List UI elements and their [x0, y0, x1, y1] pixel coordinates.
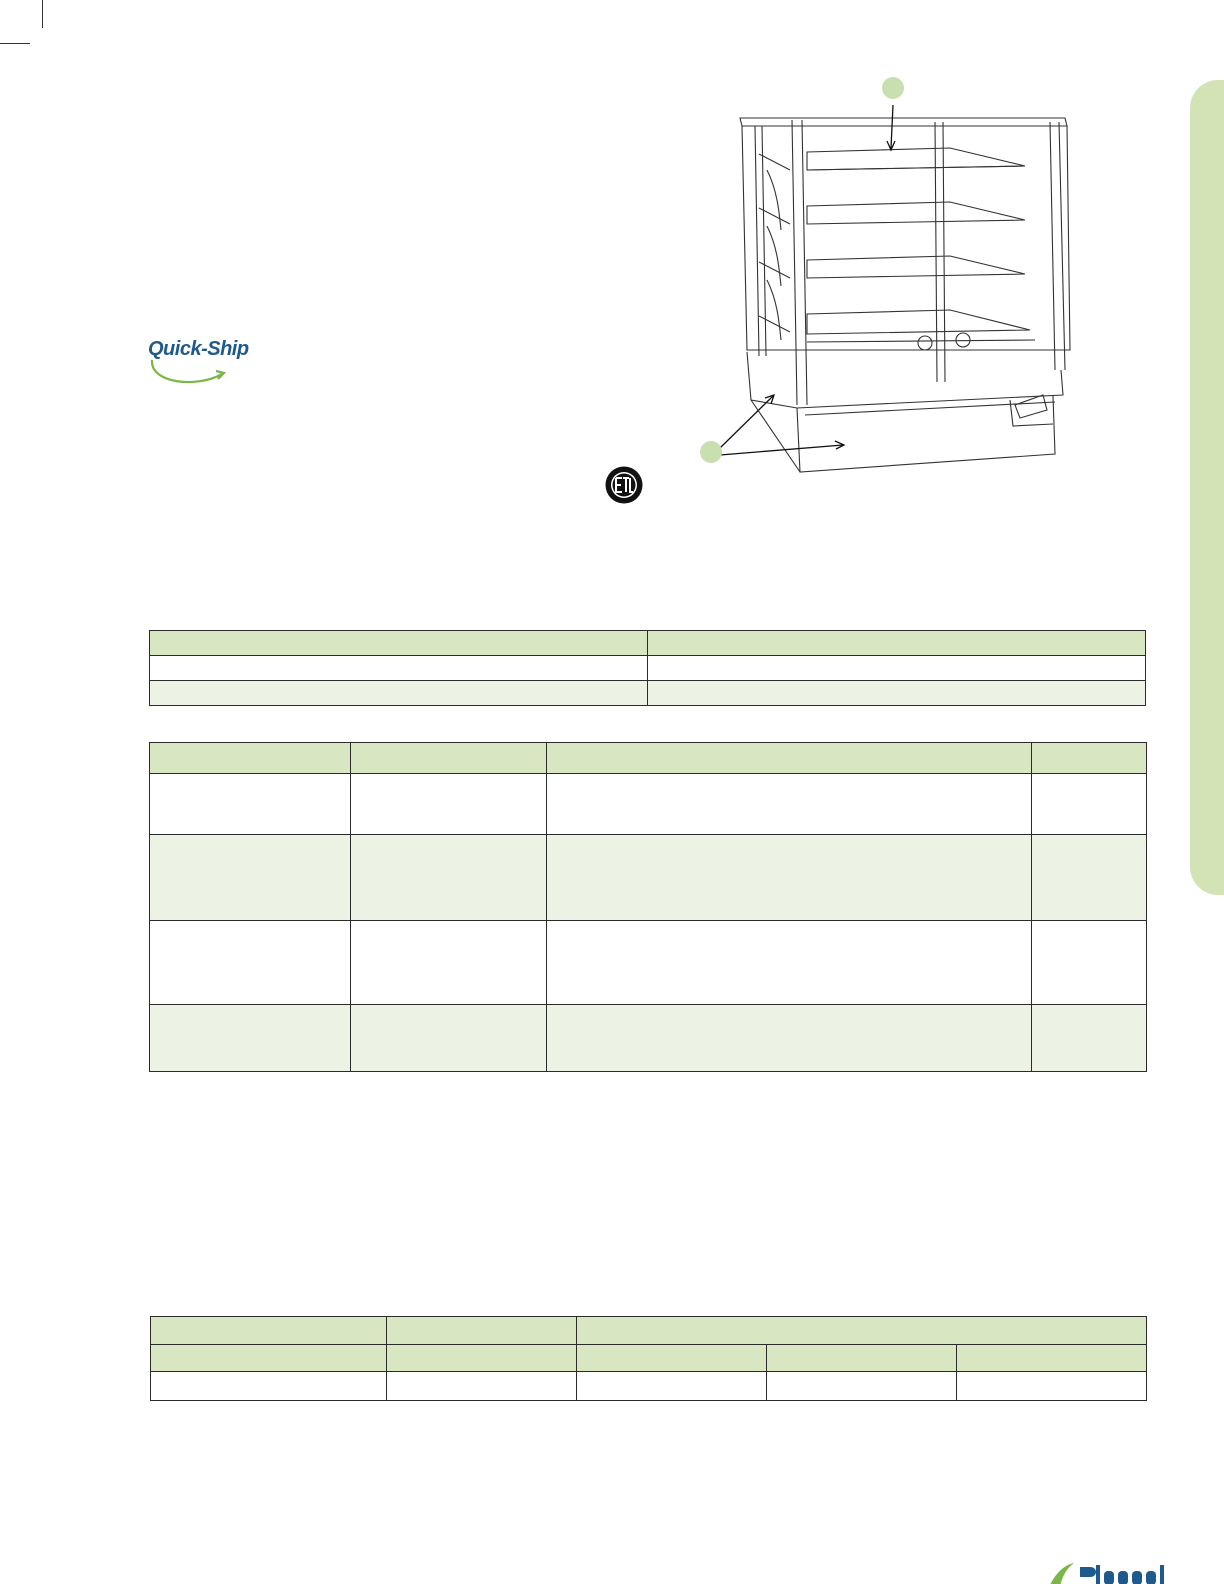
table-cell — [1032, 1005, 1147, 1072]
table-header-cell — [767, 1345, 957, 1372]
table-header-cell — [957, 1345, 1147, 1372]
table-cell — [648, 656, 1146, 681]
table-cell — [150, 835, 351, 921]
table-row — [150, 774, 1147, 835]
table-header-cell — [577, 1317, 1147, 1345]
table-cell — [351, 774, 547, 835]
crop-mark-horizontal — [0, 43, 30, 44]
table-cell — [648, 681, 1146, 706]
table-cell — [150, 681, 648, 706]
table-cell — [547, 921, 1032, 1005]
table-2 — [149, 742, 1147, 1072]
table-cell — [150, 921, 351, 1005]
table-3 — [150, 1316, 1147, 1401]
table-cell — [1032, 835, 1147, 921]
table-row — [150, 921, 1147, 1005]
table-row — [150, 656, 1146, 681]
table-1 — [149, 630, 1146, 706]
side-tab — [1190, 80, 1224, 895]
swoosh-icon — [148, 338, 260, 390]
table-header-row — [150, 631, 1146, 656]
brand-logo-icon — [1050, 1555, 1180, 1584]
table-header-cell — [151, 1317, 387, 1345]
table-cell — [150, 1005, 351, 1072]
crop-mark-vertical — [42, 0, 43, 28]
table-cell — [957, 1372, 1147, 1401]
table-header-cell — [351, 743, 547, 774]
quick-ship-logo-text: Quick-Ship — [148, 338, 249, 360]
table-cell — [1032, 774, 1147, 835]
table-header-row — [151, 1345, 1147, 1372]
table-row — [150, 835, 1147, 921]
table-row — [150, 681, 1146, 706]
table-cell — [547, 835, 1032, 921]
table-header-cell — [577, 1345, 767, 1372]
table-header-cell — [387, 1345, 577, 1372]
table-cell — [547, 774, 1032, 835]
table-header-cell — [387, 1317, 577, 1345]
etl-listed-icon — [604, 465, 644, 505]
table-group-header-row — [151, 1317, 1147, 1345]
table-header-cell — [648, 631, 1146, 656]
table-cell — [351, 835, 547, 921]
table-header-cell — [150, 631, 648, 656]
table-cell — [150, 774, 351, 835]
table-header-cell — [151, 1345, 387, 1372]
table-cell — [1032, 921, 1147, 1005]
table-cell — [151, 1372, 387, 1401]
table-cell — [767, 1372, 957, 1401]
table-header-cell — [1032, 743, 1147, 774]
table-row — [150, 1005, 1147, 1072]
table-cell — [387, 1372, 577, 1401]
table-cell — [547, 1005, 1032, 1072]
table-header-cell — [150, 743, 351, 774]
display-case-illustration — [695, 70, 1075, 490]
table-header-row — [150, 743, 1147, 774]
table-cell — [351, 1005, 547, 1072]
table-cell — [150, 656, 648, 681]
table-header-cell — [547, 743, 1032, 774]
table-row — [151, 1372, 1147, 1401]
quick-ship-logo — [148, 338, 260, 390]
table-cell — [351, 921, 547, 1005]
table-cell — [577, 1372, 767, 1401]
